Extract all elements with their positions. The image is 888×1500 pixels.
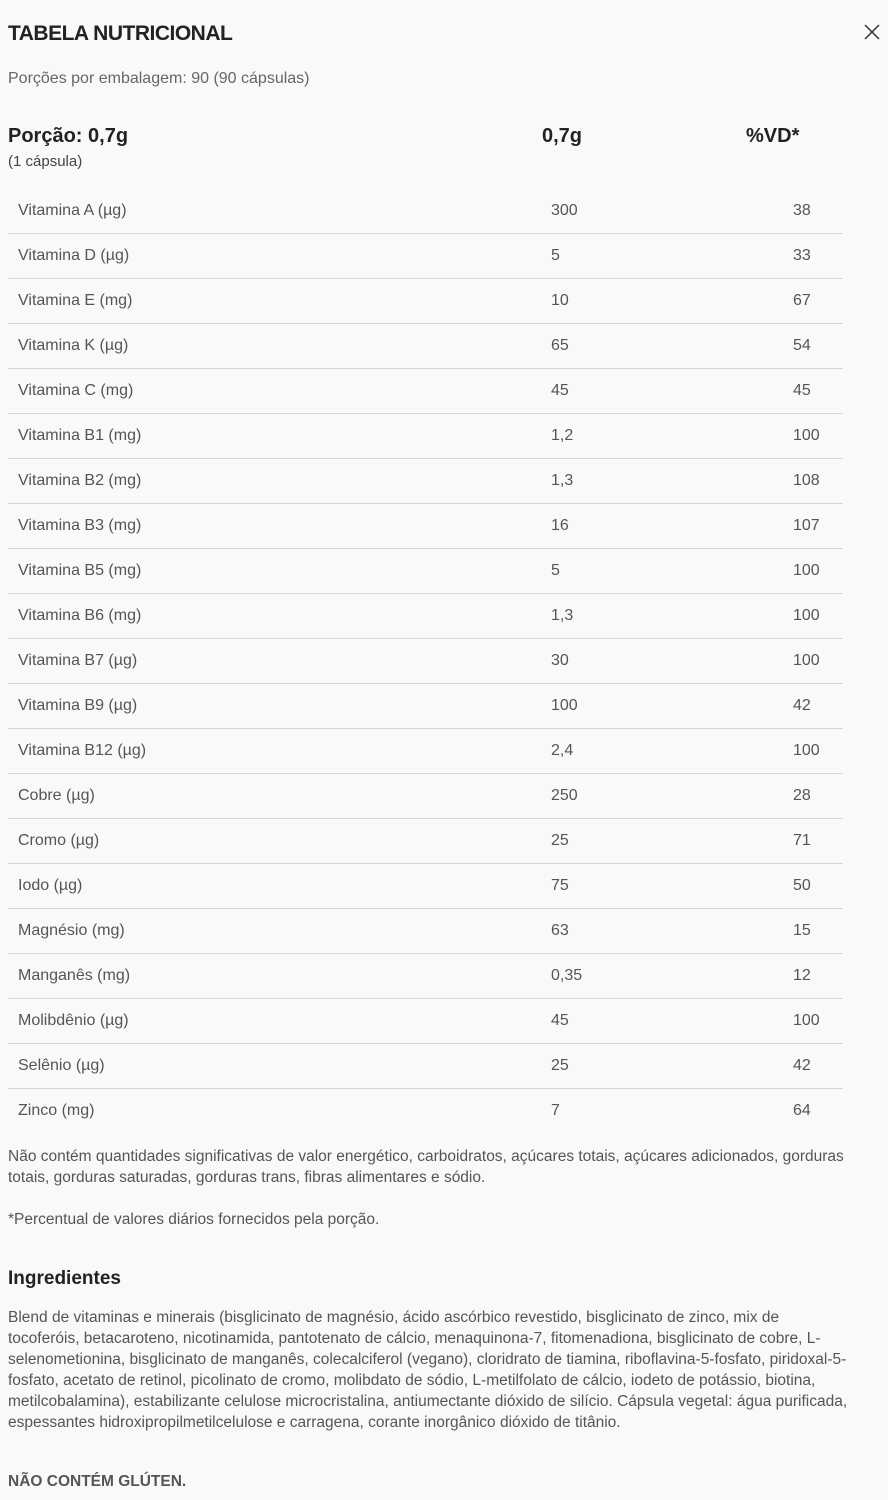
vd-column-header: %VD* <box>746 125 800 147</box>
nutrient-name: Vitamina B9 (µg) <box>8 684 551 729</box>
amount-column-header: 0,7g <box>542 125 583 147</box>
nutrient-vd: 100 <box>751 594 843 639</box>
nutrient-name: Vitamina B12 (µg) <box>8 729 551 774</box>
nutrient-amount: 2,4 <box>551 729 751 774</box>
table-row <box>8 1089 843 1134</box>
table-row <box>8 279 843 324</box>
nutrient-vd: 54 <box>751 324 843 369</box>
nutrient-vd: 100 <box>751 549 843 594</box>
nutrient-name: Molibdênio (µg) <box>8 999 551 1044</box>
table-row <box>8 729 843 774</box>
nutrient-vd: 107 <box>751 504 843 549</box>
nutrient-name: Vitamina A (µg) <box>8 189 551 234</box>
nutrient-vd: 100 <box>751 729 843 774</box>
nutrient-amount: 1,3 <box>551 459 751 504</box>
nutrient-amount: 5 <box>551 234 751 279</box>
nutrient-amount: 45 <box>551 999 751 1044</box>
nutrient-name: Vitamina B2 (mg) <box>8 459 551 504</box>
table-row <box>8 864 843 909</box>
nutrient-name: Vitamina B5 (mg) <box>8 549 551 594</box>
nutrient-vd: 100 <box>751 414 843 459</box>
nutrient-vd: 64 <box>793 1102 811 1119</box>
nutrient-vd: 15 <box>751 909 843 954</box>
nutrient-name: Iodo (µg) <box>8 864 551 909</box>
nutrient-amount: 100 <box>551 684 751 729</box>
nutrient-vd: 71 <box>751 819 843 864</box>
nutrient-vd: 50 <box>751 864 843 909</box>
nutrient-amount: 7 <box>551 1102 560 1119</box>
nutrient-name: Vitamina B1 (mg) <box>8 414 551 459</box>
nutrient-vd: 38 <box>751 189 843 234</box>
close-button[interactable] <box>862 22 882 42</box>
nutrient-amount: 300 <box>551 189 751 234</box>
table-row <box>8 414 843 459</box>
close-icon[interactable] <box>862 22 882 42</box>
nutrient-name: Cromo (µg) <box>8 819 551 864</box>
page-title: TABELA NUTRICIONAL <box>8 22 233 45</box>
table-row <box>8 819 843 864</box>
nutrient-name: Vitamina D (µg) <box>8 234 551 279</box>
nutrient-amount: 45 <box>551 369 751 414</box>
nutrient-name: Vitamina C (mg) <box>8 369 551 414</box>
nutrient-name: Selênio (µg) <box>8 1044 551 1089</box>
nutrient-vd: 42 <box>751 684 843 729</box>
note-daily-values: *Percentual de valores diários fornecidos pela porção. <box>8 1211 380 1228</box>
table-row <box>8 954 843 999</box>
nutrient-name: Vitamina K (µg) <box>8 324 551 369</box>
table-row <box>8 369 843 414</box>
table-row <box>8 684 843 729</box>
table-row <box>8 549 843 594</box>
nutrient-vd: 108 <box>751 459 843 504</box>
table-row <box>8 324 843 369</box>
ingredients-heading: Ingredientes <box>8 1268 121 1289</box>
nutrient-amount: 1,2 <box>551 414 751 459</box>
nutrient-vd: 42 <box>751 1044 843 1089</box>
table-row <box>8 594 843 639</box>
nutrient-vd: 45 <box>751 369 843 414</box>
nutrient-amount: 63 <box>551 909 751 954</box>
table-row <box>8 459 843 504</box>
servings-per-package: Porções por embalagem: 90 (90 cápsulas) <box>8 70 310 87</box>
table-row <box>8 189 843 234</box>
gluten-warning: NÃO CONTÉM GLÚTEN. <box>8 1473 187 1490</box>
nutrient-amount: 25 <box>551 819 751 864</box>
portion-subtitle: (1 cápsula) <box>8 153 83 170</box>
nutrient-amount: 5 <box>551 549 751 594</box>
nutrient-vd: 28 <box>751 774 843 819</box>
table-row <box>8 639 843 684</box>
nutrient-amount: 1,3 <box>551 594 751 639</box>
nutrient-name: Vitamina B7 (µg) <box>8 639 551 684</box>
nutrient-name: Zinco (mg) <box>18 1102 95 1119</box>
portion-heading: Porção: 0,7g <box>8 125 129 147</box>
table-row <box>8 234 843 279</box>
table-row <box>8 774 843 819</box>
table-row <box>8 909 843 954</box>
nutrient-amount: 250 <box>551 774 751 819</box>
nutrition-table <box>8 189 843 1133</box>
nutrient-vd: 12 <box>751 954 843 999</box>
nutrient-amount: 65 <box>551 324 751 369</box>
nutrient-amount: 30 <box>551 639 751 684</box>
table-row <box>8 999 843 1044</box>
nutrient-amount: 75 <box>551 864 751 909</box>
nutrient-amount: 16 <box>551 504 751 549</box>
nutrient-vd: 100 <box>751 639 843 684</box>
nutrient-vd: 33 <box>751 234 843 279</box>
nutrient-name: Vitamina B3 (mg) <box>8 504 551 549</box>
table-row <box>8 1044 843 1089</box>
note-not-significant: Não contém quantidades significativas de valor energético, carboidratos, açúcares totais, açúcares adicionados, gorduras totais, gorduras saturadas, gorduras trans, fibras alimentares e sódio. <box>8 1148 844 1186</box>
nutrient-name: Cobre (µg) <box>8 774 551 819</box>
nutrient-amount: 25 <box>551 1044 751 1089</box>
nutrient-amount: 10 <box>551 279 751 324</box>
table-row <box>8 504 843 549</box>
nutrient-name: Magnésio (mg) <box>8 909 551 954</box>
nutrient-name: Vitamina B6 (mg) <box>8 594 551 639</box>
nutrient-amount: 0,35 <box>551 954 751 999</box>
nutrient-vd: 100 <box>751 999 843 1044</box>
nutrient-name: Manganês (mg) <box>8 954 551 999</box>
nutrient-vd: 67 <box>751 279 843 324</box>
ingredients-text: Blend de vitaminas e minerais (bisglicinato de magnésio, ácido ascórbico revestido, bisglicinato de zinco, mix de tocoferóis, betacaroteno, nicotinamida, pantotenato de cálcio, menaquinona-7, fitomenadiona, bisglicinato de cobre, L-selenometionina, bisglicinato de manganês, colecalciferol (vegano), cloridrato de tiamina, riboflavina-5-fosfato, piridoxal-5-fosfato, acetato de retinol, picolinato de cromo, molibdato de sódio, L-metilfolato de cálcio, iodeto de potássio, biotina, metilcobalamina), estabilizante celulose microcristalina, antiumectante dióxido de silício. Cápsula vegetal: água purificada, espessantes hidroxipropilmetilcelulose e carragena, corante inorgânico dióxido de titânio. <box>8 1309 848 1431</box>
nutrient-name: Vitamina E (mg) <box>8 279 551 324</box>
